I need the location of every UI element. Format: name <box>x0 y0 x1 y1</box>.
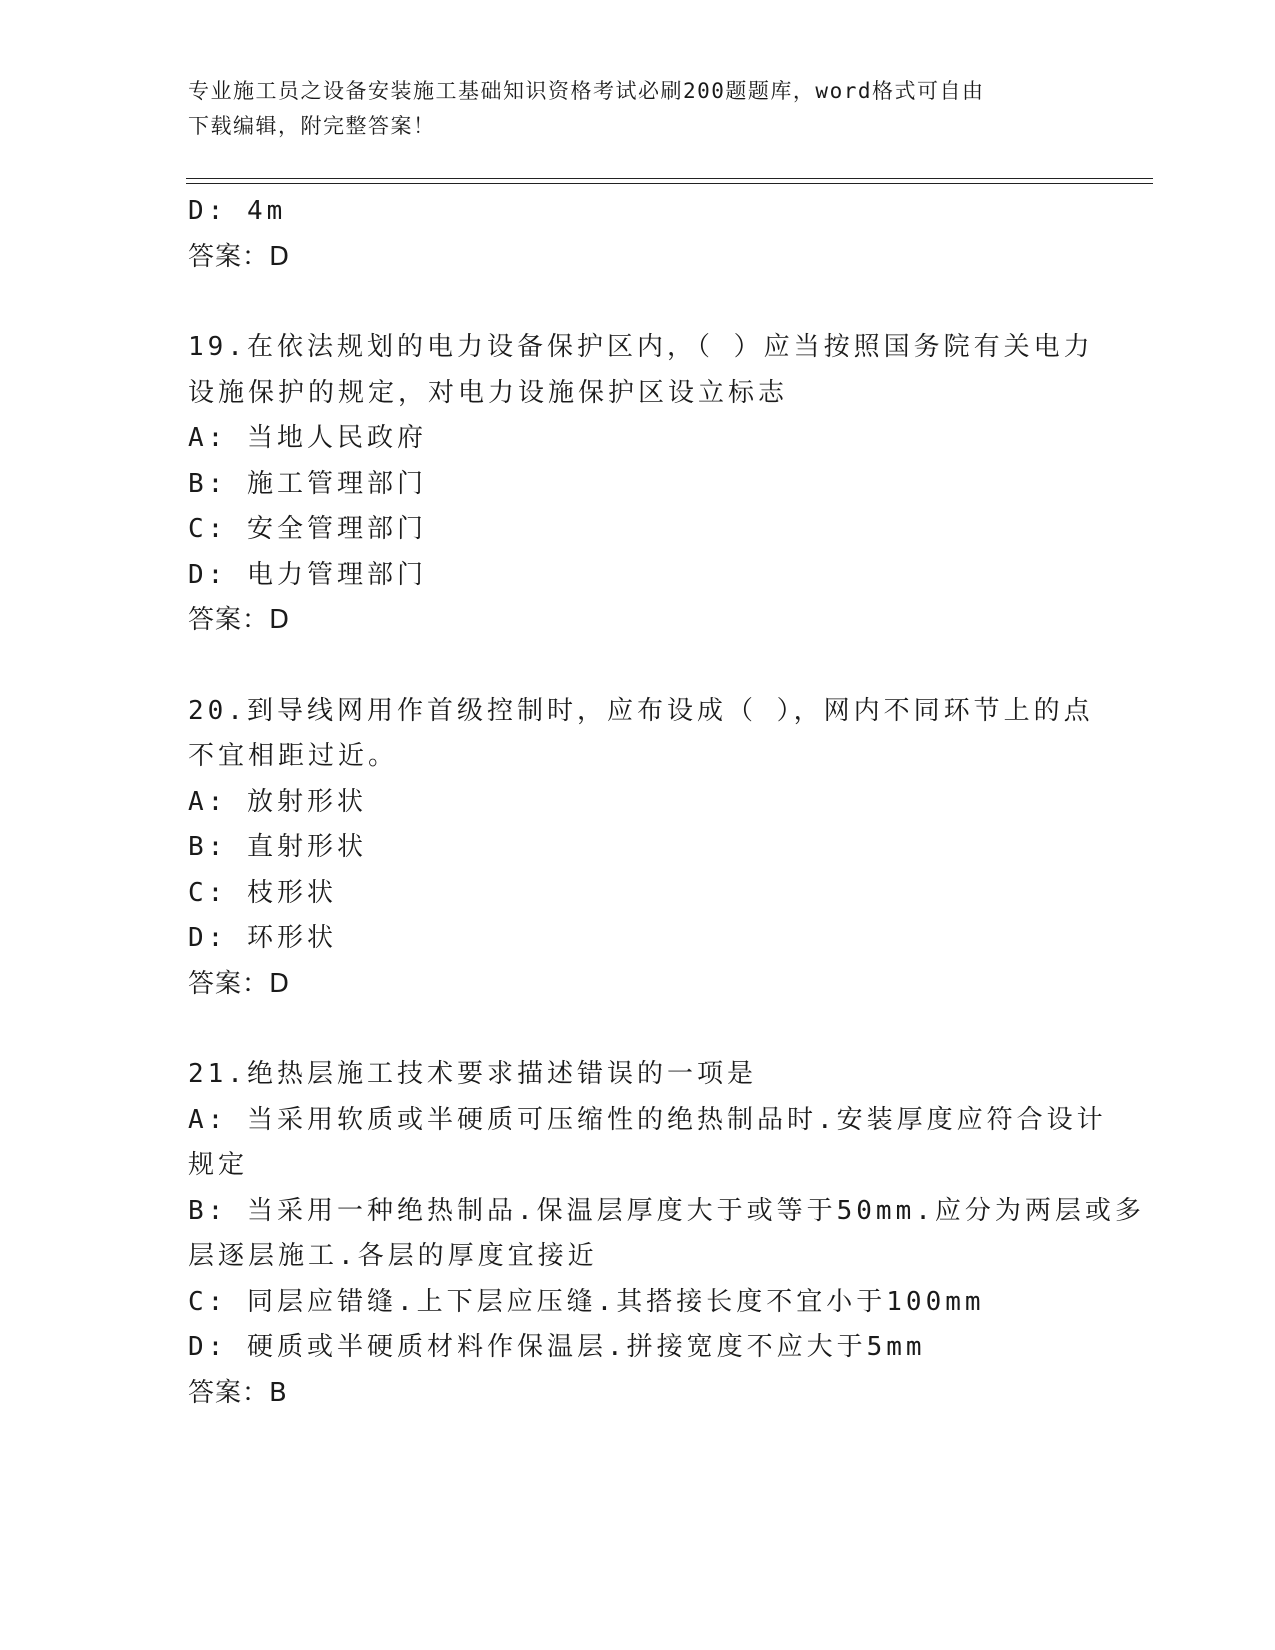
option-a: A: 当地人民政府 <box>188 423 427 453</box>
option-d: D: 电力管理部门 <box>188 559 427 590</box>
question-stem-cont: 不宜相距过近。 <box>188 741 399 771</box>
header-line-2: 下载编辑，附完整答案！ <box>188 114 436 138</box>
option-d: D: 硬质或半硬质材料作保温层.拼接宽度不应大于5mm <box>188 1332 926 1362</box>
option-d: D: 4m <box>188 196 287 226</box>
option-d: D: 环形状 <box>188 923 337 953</box>
question-stem: 20.到导线网用作首级控制时，应布设成（ ），网内不同环节上的点 <box>188 695 1094 726</box>
header-divider-bottom <box>186 183 1153 184</box>
answer-line: 答案：B <box>188 1377 288 1408</box>
option-c: C: 枝形状 <box>188 877 337 908</box>
option-a: A: 当采用软质或半硬质可压缩性的绝热制品时.安装厚度应符合设计 <box>188 1104 1107 1135</box>
question-20 <box>188 689 1094 1008</box>
option-b: B: 直射形状 <box>188 832 367 862</box>
question-stem: 21.绝热层施工技术要求描述错误的一项是 <box>188 1059 757 1089</box>
option-c: C: 同层应错缝.上下层应压缝.其搭接长度不宜小于100mm <box>188 1286 985 1317</box>
option-c: C: 安全管理部门 <box>188 514 427 544</box>
option-b: B: 当采用一种绝热制品.保温层厚度大于或等于50mm.应分为两层或多 <box>188 1195 1145 1226</box>
answer-line: 答案：D <box>188 605 291 635</box>
question-stem-cont: 设施保护的规定，对电力设施保护区设立标志 <box>188 377 789 408</box>
option-a-cont: 规定 <box>188 1150 249 1180</box>
question-21 <box>188 1052 1145 1416</box>
question-19 <box>188 325 1094 644</box>
header-line-1: 专业施工员之设备安装施工基础知识资格考试必刷200题题库，word格式可自由 <box>188 79 985 103</box>
header-divider-top <box>186 178 1153 179</box>
answer-line: 答案：D <box>188 241 291 272</box>
option-a: A: 放射形状 <box>188 786 367 817</box>
question-stem: 19.在依法规划的电力设备保护区内，（ ）应当按照国务院有关电力 <box>188 332 1094 362</box>
option-b: B: 施工管理部门 <box>188 468 427 499</box>
previous-question-tail <box>188 189 1088 280</box>
answer-line: 答案：D <box>188 968 291 999</box>
option-b-cont: 层逐层施工.各层的厚度宜接近 <box>188 1241 598 1271</box>
document-body <box>188 189 1145 1416</box>
document-header <box>188 74 1068 144</box>
